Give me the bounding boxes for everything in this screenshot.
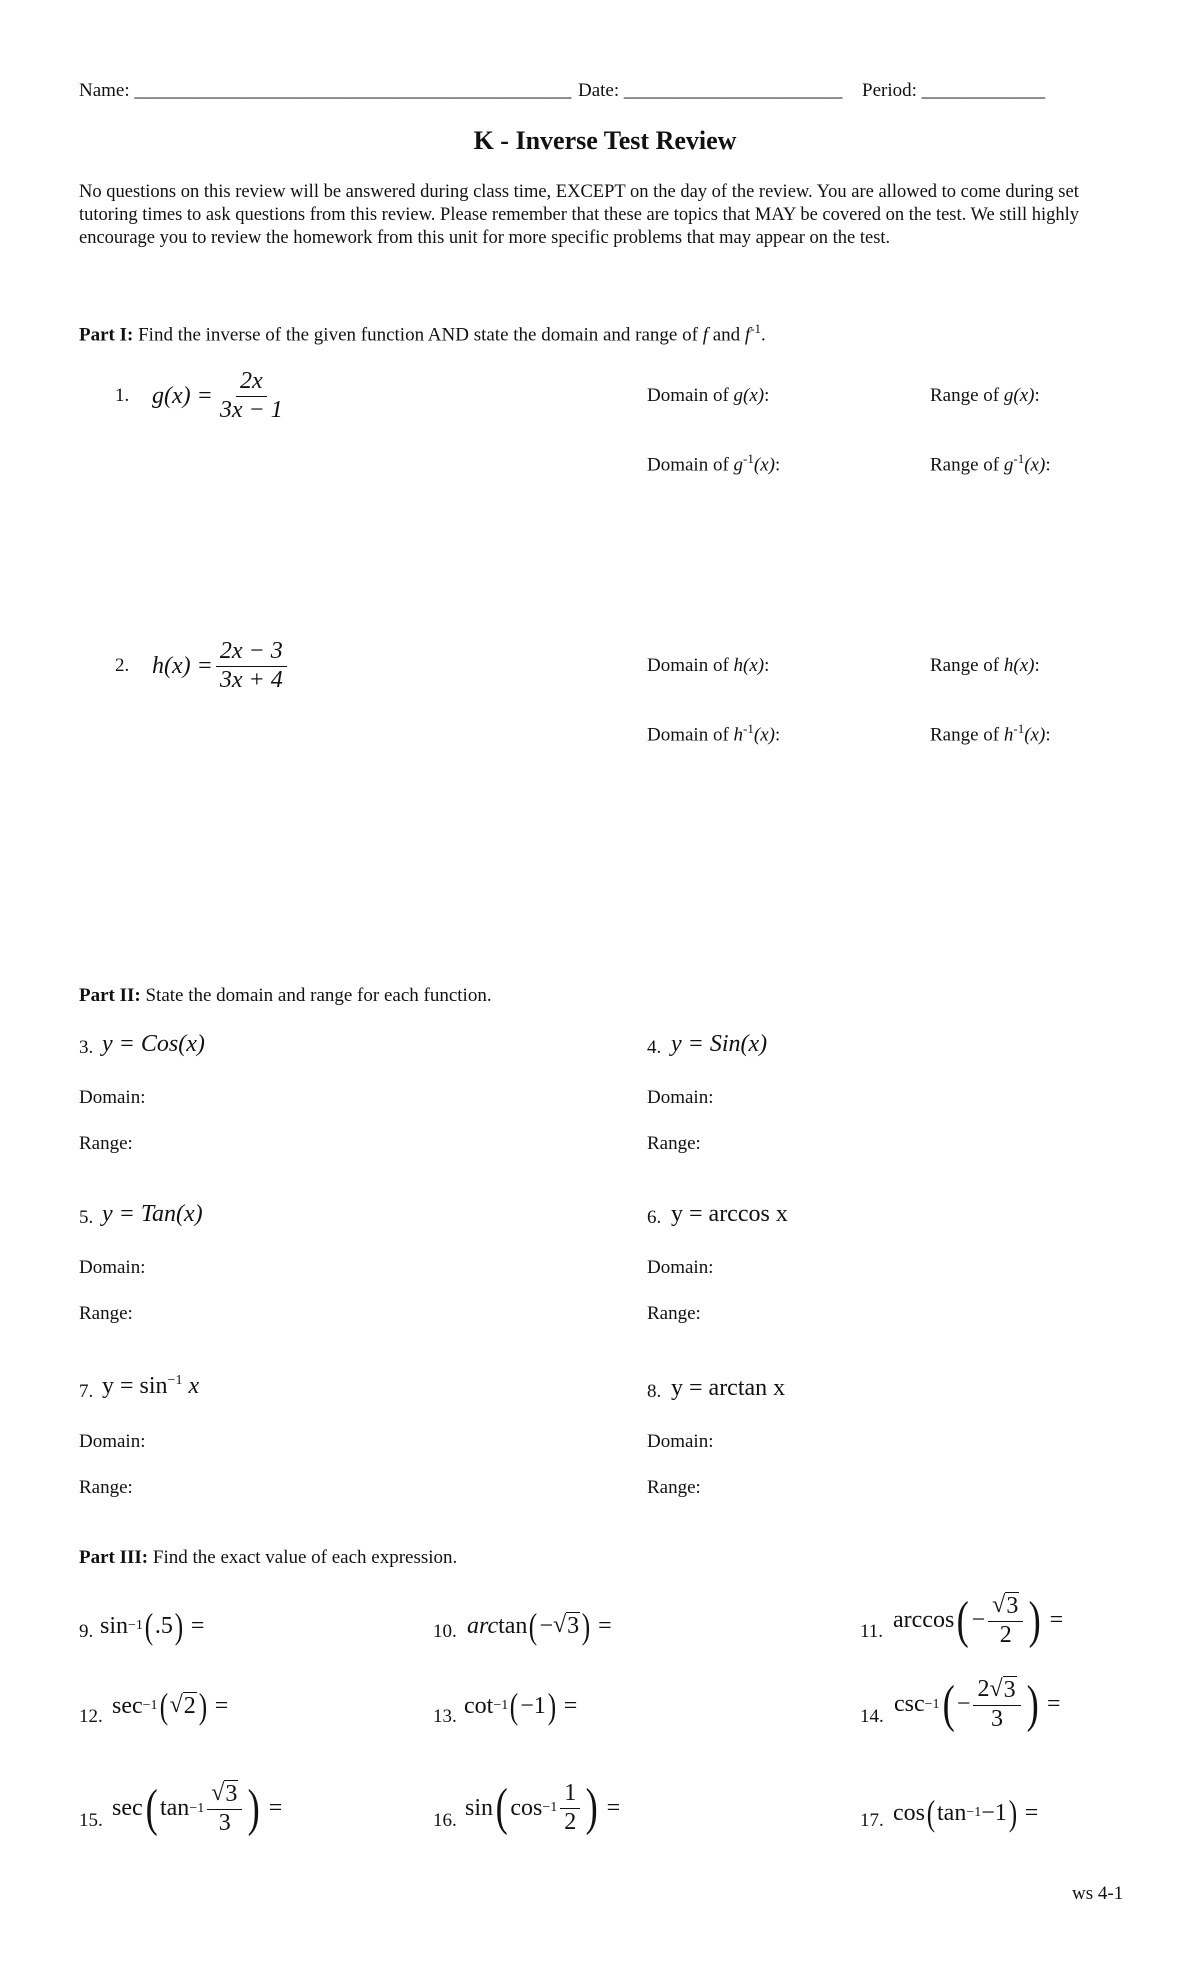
q2-denominator: 3x + 4 [219,666,283,693]
q17-expression: cos ( tan −1 −1 ) = [893,1793,1039,1833]
q7-number: 7. [79,1381,94,1402]
part3-instructions [79,1547,457,1569]
q10-number: 10. [433,1621,457,1642]
part1-text: Find the inverse of the given function AND state the domain and range of [133,324,703,346]
q2-range-inverse-label: Range of $h^{-1}(x)$: [930,721,1051,746]
q11-expression: arccos ( − √ 3 2 ) = [893,1591,1064,1649]
q7-domain: Domain: [79,1431,146,1452]
q2-fraction [216,638,287,694]
q5-number: 5. [79,1207,94,1228]
q1-domain-label: Domain of g(x): [647,385,770,406]
q14-number: 14. [860,1706,884,1727]
q9-number: 9. [79,1621,94,1642]
q6-expression: y = arccos x [671,1201,788,1227]
q15-number: 15. [79,1810,103,1831]
q9-expression: sin −1 ( .5 ) = [100,1606,205,1646]
q1-range-label: Range of g(x): [930,385,1040,406]
q5-expression: y = Tan(x) [102,1201,203,1227]
q10-expression: arc tan ( − √ 3 ) = [467,1606,612,1646]
part1-end: . [761,324,766,346]
q4-domain: Domain: [647,1087,714,1108]
q4-expression: y = Sin(x) [671,1031,768,1057]
part1-finv: f [744,324,751,346]
q3-range: Range: [79,1133,133,1154]
q2-numerator: 2x − 3 [216,638,287,667]
q1-range-inverse-label: Range of $g^{-1}(x)$: [930,451,1051,476]
q6-range: Range: [647,1303,701,1324]
q8-number: 8. [647,1381,662,1402]
part2-label: Part II: [79,985,141,1006]
q5-range: Range: [79,1303,133,1324]
q16-number: 16. [433,1810,457,1831]
q1-numerator: 2x [236,368,267,397]
part2-instructions [79,985,492,1007]
q3-domain: Domain: [79,1087,146,1108]
q1-denominator: 3x − 1 [219,396,283,423]
q13-expression: cot −1 ( −1 ) = [464,1686,578,1726]
part1-instructions [79,321,766,346]
q2-domain-inverse-label: Domain of $h^{-1}(x)$: [647,721,781,746]
date-field-label: Date: _______________________ [578,80,843,101]
part1-and: and [707,324,745,346]
q12-expression: sec −1 ( √ 2 ) = [112,1686,229,1726]
q2-range-label: Range of h(x): [930,655,1040,676]
part1-label: Part I: [79,324,134,346]
period-field-label: Period: _____________ [862,80,1046,101]
page-title: K - Inverse Test Review [473,126,737,155]
part2-text: State the domain and range for each function. [140,985,492,1006]
part1-f: f [702,324,708,346]
q1-number: 1. [115,385,130,406]
q3-expression: y = Cos(x) [102,1031,205,1057]
q16-expression: sin ( cos −1 $\frac{1}{2}$ ) = [465,1779,621,1837]
q8-expression: y = arctan x [671,1375,786,1401]
name-field-label: Name: ______________________________________________ [79,80,572,101]
q1-fraction [216,368,287,424]
q1-lhs: g(x) = [152,382,213,409]
q6-number: 6. [647,1207,662,1228]
q2-expression [152,638,290,694]
q7-expression: $y = \sin^{-1} x$ [102,1373,200,1399]
q2-domain-label: Domain of h(x): [647,655,770,676]
q8-range: Range: [647,1477,701,1498]
q2-number: 2. [115,655,130,676]
q17-number: 17. [860,1810,884,1831]
q12-number: 12. [79,1706,103,1727]
q6-domain: Domain: [647,1257,714,1278]
q2-lhs: h(x) = [152,652,213,679]
q7-range: Range: [79,1477,133,1498]
q1-expression [152,368,290,424]
q8-domain: Domain: [647,1431,714,1452]
q11-number: 11. [860,1621,884,1642]
q1-domain-inverse-label: Domain of $g^{-1}(x)$: [647,451,781,476]
part1-finv-sup: -1 [750,321,762,336]
q15-expression: sec ( tan −1 √ 3 3 ) = [112,1779,283,1837]
worksheet-id: ws 4-1 [1072,1883,1124,1904]
q13-number: 13. [433,1706,457,1727]
q3-number: 3. [79,1037,94,1058]
q4-number: 4. [647,1037,662,1058]
q4-range: Range: [647,1133,701,1154]
intro-paragraph: No questions on this review will be answered during class time, EXCEPT on the day of the review. You are allowed to come during set tutoring times to ask questions from this review. Please remember that these are topics that MAY be covered on the test. We still highly encourage you to review the homework from this unit for more specific problems that may appear on the test. [79,182,1080,248]
part3-text: Find the exact value of each expression. [148,1547,458,1568]
q5-domain: Domain: [79,1257,146,1278]
q14-expression: csc −1 ( − 2 √ 3 3 ) = [894,1675,1061,1733]
part3-label: Part III: [79,1547,149,1568]
